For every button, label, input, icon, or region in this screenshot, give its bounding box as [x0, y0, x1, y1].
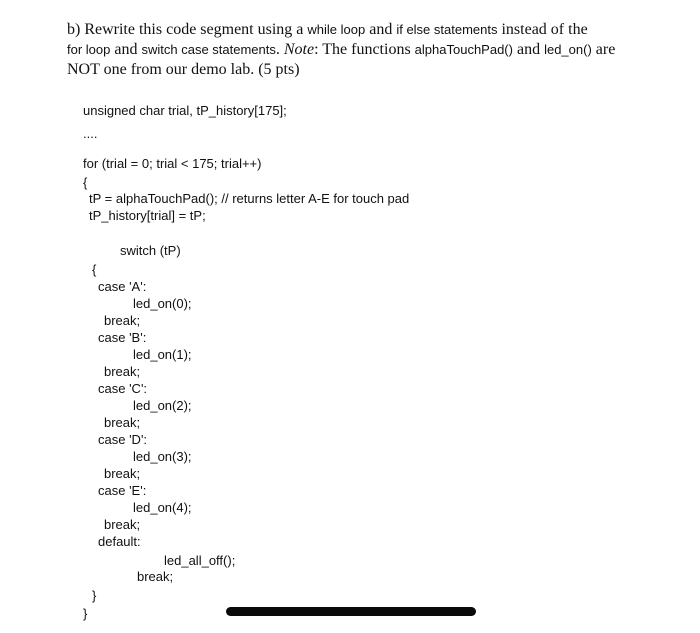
code-case-c: case 'C':	[98, 381, 148, 396]
code-ellipsis: ....	[83, 126, 98, 141]
code-break-b: break;	[104, 364, 141, 379]
code-open-brace-inner: {	[92, 262, 97, 277]
note-label: Note	[283, 41, 315, 58]
code-led-on-1: led_on(1);	[133, 347, 192, 362]
code-assign-history: tP_history[trial] = tP;	[89, 208, 206, 223]
code-default: default:	[98, 534, 141, 549]
code-case-a: case 'A':	[98, 279, 147, 294]
code-declaration: unsigned char trial, tP_history[175];	[83, 103, 287, 118]
code-open-brace-outer: {	[83, 175, 88, 190]
code-close-brace-outer: }	[83, 606, 88, 621]
code-break-default: break;	[137, 569, 174, 584]
code-case-e: case 'E':	[98, 483, 147, 498]
question-line-2: for loop and switch case statements. Note: The functions alphaTouchPad() and led_on() are	[67, 41, 616, 58]
code-assign-tp: tP = alphaTouchPad(); // returns letter A-E for touch pad	[89, 191, 410, 206]
home-indicator[interactable]	[226, 607, 476, 616]
code-break-e: break;	[104, 517, 141, 532]
code-for-loop: for (trial = 0; trial < 175; trial++)	[83, 156, 262, 171]
question-line-3: NOT one from our demo lab. (5 pts)	[67, 61, 300, 78]
code-led-on-2: led_on(2);	[133, 398, 192, 413]
question-prompt	[67, 20, 667, 80]
code-break-a: break;	[104, 313, 141, 328]
question-line-1: b) Rewrite this code segment using a while loop and if else statements instead of the	[67, 21, 588, 38]
code-case-d: case 'D':	[98, 432, 148, 447]
code-led-all-off: led_all_off();	[164, 553, 236, 568]
code-break-d: break;	[104, 466, 141, 481]
code-case-b: case 'B':	[98, 330, 147, 345]
code-led-on-3: led_on(3);	[133, 449, 192, 464]
code-break-c: break;	[104, 415, 141, 430]
code-close-brace-inner: }	[92, 588, 97, 603]
code-led-on-4: led_on(4);	[133, 500, 192, 515]
code-led-on-0: led_on(0);	[133, 296, 192, 311]
code-switch: switch (tP)	[120, 243, 181, 258]
